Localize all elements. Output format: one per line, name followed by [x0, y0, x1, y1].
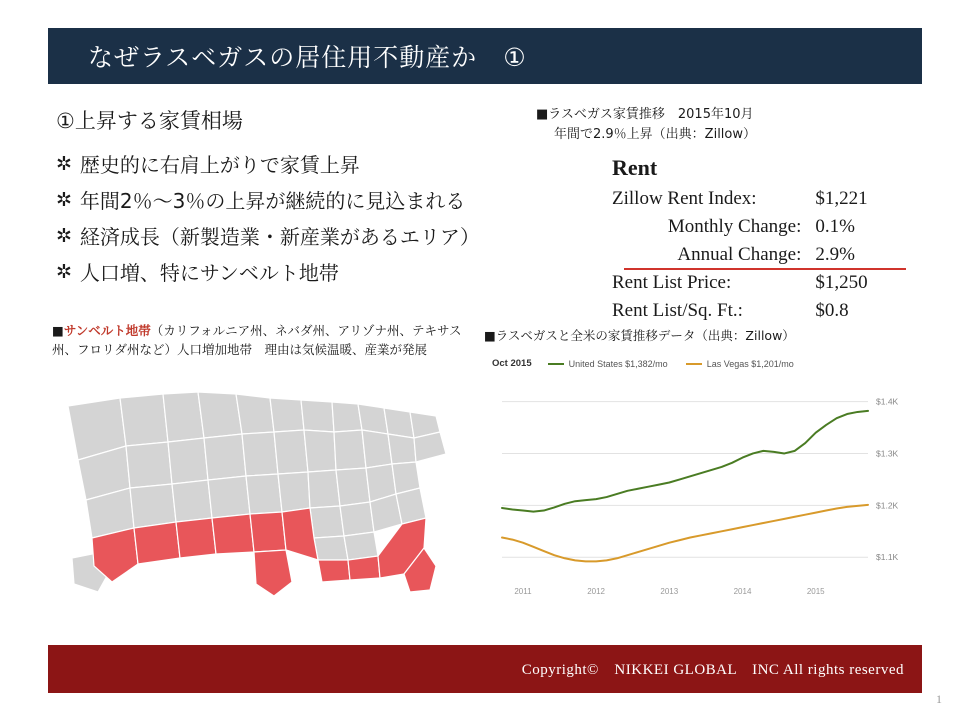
chart-title: Oct 2015 [492, 358, 532, 369]
footer-bar [48, 645, 922, 693]
chart-plot-area [484, 374, 916, 604]
list-item [56, 152, 556, 179]
us-map-svg [58, 368, 458, 613]
svg-text:$1.2K: $1.2K [876, 500, 899, 511]
table-row [612, 241, 912, 269]
svg-text:2015: 2015 [806, 587, 825, 596]
rent-heading-line1: ■ラスベガス家賃推移 2015年10月 [536, 107, 754, 122]
sunbelt-caption [52, 322, 482, 360]
sunbelt-highlight: サンベルト地帯 [63, 323, 151, 338]
sunbelt-detail: （カリフォルニア州、ネバダ州、アリゾナ州、テキサス州、フロリダ州など）人口増加地帯 理由は気候温暖、産業が発展 [52, 323, 462, 357]
table-cell-label: Zillow Rent Index: [612, 188, 757, 209]
star-icon: ✲ [56, 225, 72, 247]
rent-panel-heading [536, 105, 756, 144]
star-icon: ✲ [56, 261, 72, 283]
lead-heading: ①上昇する家賃相場 [56, 109, 243, 133]
table-cell-value: 0.1% [815, 216, 855, 238]
list-item [56, 260, 556, 287]
legend-label: Las Vegas $1,201/mo [706, 358, 794, 369]
bullet-square-icon: ■ [52, 323, 64, 338]
list-item-label: 年間2％～3％の上昇が継続的に見込まれる [79, 189, 466, 213]
svg-text:$1.4K: $1.4K [876, 396, 899, 407]
table-cell-value: $1,221 [815, 188, 868, 209]
table-row [612, 297, 912, 325]
svg-text:2014: 2014 [733, 587, 752, 596]
bullet-list [56, 152, 556, 296]
table-row [612, 269, 912, 297]
svg-text:2011: 2011 [514, 587, 532, 596]
table-cell-label: Annual Change: [677, 244, 802, 266]
table-cell-value: $1,250 [815, 272, 868, 294]
table-cell-label: Rent List Price: [612, 272, 732, 294]
table-cell-label: Monthly Change: [667, 216, 802, 238]
svg-text:$1.1K: $1.1K [876, 552, 899, 563]
svg-text:2013: 2013 [660, 587, 679, 596]
list-item-label: 人口増、特にサンベルト地帯 [79, 261, 339, 285]
table-cell-label: Rent List/Sq. Ft.: [612, 300, 743, 322]
legend-item-us [548, 359, 668, 369]
list-item [56, 188, 556, 215]
table-row [612, 185, 912, 213]
chart-legend [492, 358, 812, 369]
legend-swatch-icon [686, 363, 702, 365]
rent-heading-line2: 年間で2.9％上昇（出典：Zillow） [554, 126, 757, 142]
copyright-text: Copyright© NIKKEI GLOBAL INC All rights reserved [521, 662, 904, 678]
legend-item-lasvegas [686, 359, 794, 369]
star-icon: ✲ [56, 189, 72, 211]
slide-title-bar [48, 28, 922, 84]
page-title: なぜラスベガスの居住用不動産か ① [88, 43, 527, 72]
list-item-label: 経済成長（新製造業・新産業があるエリア） [79, 225, 480, 249]
rent-trend-chart [484, 352, 916, 604]
rent-table-title: Rent [612, 155, 658, 180]
list-item-label: 歴史的に右肩上がりで家賃上昇 [79, 153, 360, 177]
table-cell-value: 2.9% [815, 244, 855, 266]
list-item [56, 224, 556, 251]
star-icon: ✲ [56, 153, 72, 175]
table-row [612, 213, 912, 241]
svg-text:2012: 2012 [587, 587, 606, 596]
page-number: 1 [936, 692, 942, 706]
svg-text:$1.3K: $1.3K [876, 448, 899, 459]
us-sunbelt-map [58, 368, 458, 613]
table-cell-value: $0.8 [815, 300, 849, 322]
rent-table [612, 155, 912, 326]
legend-swatch-icon [548, 363, 564, 365]
legend-label: United States $1,382/mo [568, 358, 668, 369]
chart-caption: ■ラスベガスと全米の家賃推移データ（出典：Zillow） [484, 328, 795, 343]
